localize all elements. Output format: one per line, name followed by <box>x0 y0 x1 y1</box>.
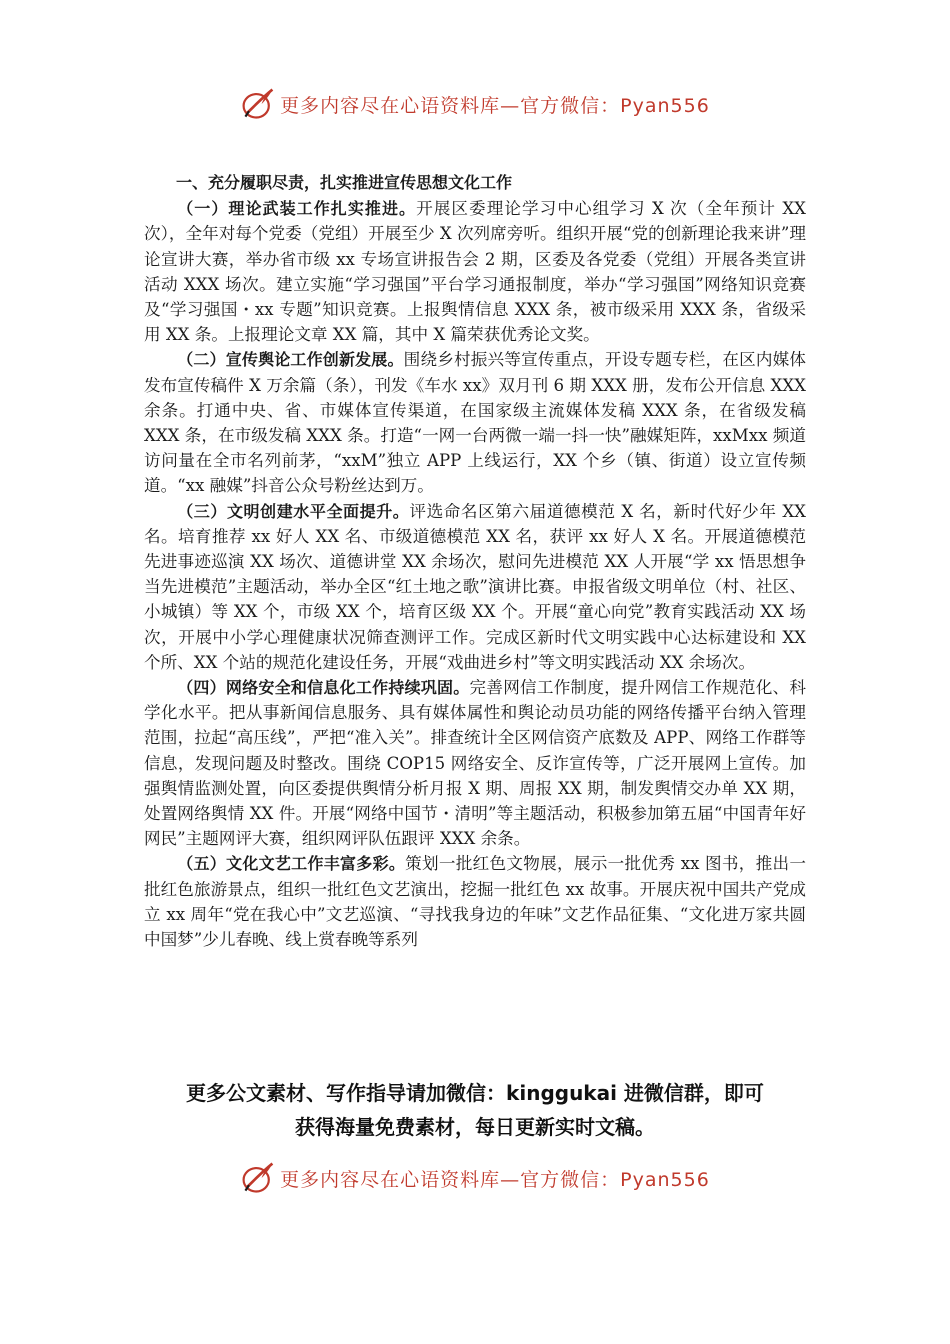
quill-logo-icon <box>240 86 276 122</box>
document-body <box>144 170 806 952</box>
banner-label: 更多内容尽在心语资料库—官方微信： <box>280 94 621 117</box>
paragraph-4-body: 完善网信工作制度，提升网信工作规范化、科学化水平。把从事新闻信息服务、具有媒体属性和舆论动员功能的网络传播平台纳入管理范围，拉起“高压线”，严把“准入关”。排查统计全区网信资产底数及 APP、网络工作群等信息，发现问题及时整改。围绕 COP15 网络安全、反诈宣传等，广泛开展网上宣传。加强舆情监测处置，向区委提供舆情分析月报 X 期、周报 XX 期，制发舆情交办单 XX 期，处置网络舆情 XX 件。开展“网络中国节・清明”等主题活动，积极参加第五届“中国青年好网民”主题网评大赛，组织网评队伍跟评 XXX 余条。 <box>144 678 806 849</box>
promo-notice <box>0 1076 950 1144</box>
footer-watermark-banner <box>0 1158 950 1198</box>
header-watermark-banner <box>0 84 950 124</box>
paragraph-1-body: 开展区委理论学习中心组学习 X 次（全年预计 XX 次），全年对每个党委（党组）开展至少 X 次列席旁听。组织开展“党的创新理论我来讲”理论宣讲大赛，举办省市级 xx 专场宣讲报告会 2 期，区委及各党委（党组）开展各类宣讲活动 XXX 场次。建立实施“学习强国”平台学习通报制度，举办“学习强国”网络知识竞赛及“学习强国・xx 专题”知识竞赛。上报舆情信息 XXX 条，被市级采用 XXX 条，省级采用 XX 条。上报理论文章 XX 篇，其中 X 篇荣获优秀论文奖。 <box>144 199 806 345</box>
banner-handle: Pyan556 <box>620 94 710 117</box>
paragraph-5-body: 策划一批红色文物展，展示一批优秀 xx 图书，推出一批红色旅游景点，组织一批红色文艺演出，挖掘一批红色 xx 故事。开展庆祝中国共产党成立 xx 周年“党在我心中”文艺巡演、“寻找我身边的年味”文艺作品征集、“文化进万家共圆中国梦”少儿春晚、线上赏春晚等系列 <box>144 854 806 950</box>
promo-line-2: 获得海量免费素材，每日更新实时文稿。 <box>295 1115 655 1139</box>
paragraph-4 <box>144 675 806 851</box>
paragraph-1-title: （一）理论武装工作扎实推进。 <box>177 199 417 219</box>
paragraph-2 <box>144 347 806 498</box>
banner-handle: Pyan556 <box>620 1168 710 1191</box>
section-heading: 一、充分履职尽责，扎实推进宣传思想文化工作 <box>176 173 513 192</box>
quill-logo-icon <box>240 1160 276 1196</box>
paragraph-1 <box>144 196 806 347</box>
paragraph-4-title: （四）网络安全和信息化工作持续巩固。 <box>177 678 470 698</box>
banner-inner <box>240 86 710 122</box>
paragraph-3-body: 评选命名区第六届道德模范 X 名，新时代好少年 XX 名。培育推荐 xx 好人 XX 名、市级道德模范 XX 名，获评 xx 好人 X 名。开展道德模范先进事迹巡演 XX 场次、道德讲堂 XX 余场次，慰问先进模范 XX 人开展“学 xx 悟思想争当先进模范”主题活动，举办全区“红土地之歌”演讲比赛。申报省级文明单位（村、社区、小城镇）等 XX 个，市级 XX 个，培育区级 XX 个。开展“童心向党”教育实践活动 XX 场次，开展中小学心理健康状况筛查测评工作。完成区新时代文明实践中心达标建设和 XX 个所、XX 个站的规范化建设任务，开展“戏曲进乡村”等文明实践活动 XX 余场次。 <box>144 501 806 672</box>
paragraph-3 <box>144 499 806 675</box>
paragraph-5 <box>144 851 806 952</box>
paragraph-3-title: （三）文明创建水平全面提升。 <box>177 501 410 521</box>
banner-text <box>280 91 710 118</box>
banner-text <box>280 1165 710 1192</box>
promo-line-1: 更多公文素材、写作指导请加微信：kinggukai 进微信群，即可 <box>186 1081 764 1105</box>
paragraph-2-title: （二）宣传舆论工作创新发展。 <box>177 350 404 370</box>
banner-inner <box>240 1160 710 1196</box>
banner-label: 更多内容尽在心语资料库—官方微信： <box>280 1168 621 1191</box>
paragraph-2-body: 围绕乡村振兴等宣传重点，开设专题专栏，在区内媒体发布宣传稿件 X 万余篇（条），刊发《车水 xx》双月刊 6 期 XXX 册，发布公开信息 XXX 余条。打通中央、省、市媒体宣传渠道，在国家级主流媒体发稿 XXX 条，在省级发稿 XXX 条，在市级发稿 XXX 条。打造“一网一台两微一端一抖一快”融媒矩阵，xxMxx 频道访问量在全市名列前茅，“xxM”独立 APP 上线运行，XX 个乡（镇、街道）设立宣传频道。“xx 融媒”抖音公众号粉丝达到万。 <box>144 350 806 496</box>
paragraph-5-title: （五）文化文艺工作丰富多彩。 <box>177 854 406 874</box>
